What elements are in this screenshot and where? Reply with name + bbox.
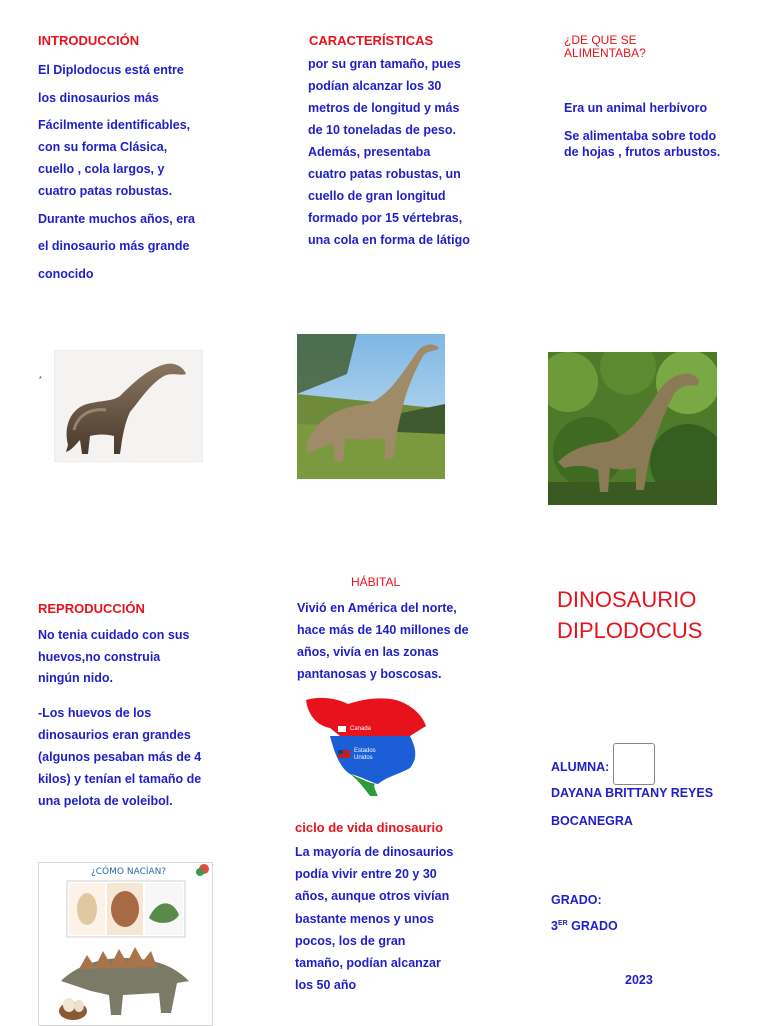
habitat-line: pantanosas y boscosas. [297,667,442,681]
diet-line: Se alimentaba sobre todo [564,129,717,143]
intro-line: con su forma Clásica, [38,140,168,154]
diet-text-2 [564,129,720,161]
features-line: cuello de gran longitud [308,189,446,203]
lifecycle-line: pocos, los de gran [295,933,406,948]
lifecycle-line: bastante menos y unos [295,911,434,926]
student-name-line-2: BOCANEGRA [551,814,633,828]
features-line: de 10 toneladas de peso. [308,123,456,137]
reproduction-line: (algunos pesaban más de 4 [38,750,202,764]
features-line: podían alcanzar los 30 [308,79,442,93]
cover-title-line: DIPLODOCUS [557,618,703,643]
reproduction-text-1 [38,628,238,693]
diplodocus-image-2 [297,334,445,479]
reproduction-line: huevos,no construia [38,649,161,664]
grade-word: GRADO [567,919,618,933]
reproduction-line: una pelota de voleibol. [38,794,173,808]
grade-number: 3 [551,919,558,933]
lifecycle-heading: ciclo de vida dinosaurio [295,820,444,835]
year: 2023 [625,973,653,987]
features-text [308,57,508,255]
features-line: metros de longitud y más [308,101,460,115]
diet-heading-line: ¿DE QUE SE [564,33,637,47]
features-line: una cola en forma de látigo [308,233,470,247]
habitat-line: hace más de 140 millones de [297,623,469,637]
intro-line: cuatro patas robustas. [38,184,173,198]
features-line: formado por 15 vértebras, [308,211,463,225]
reproduction-text-2 [38,706,238,816]
habitat-heading: HÁBITAL [351,575,401,589]
reproduction-line: -Los huevos de los [38,706,152,720]
map-label-usa-line: Estados [354,748,376,754]
habitat-text [297,601,497,689]
intro-line: conocido [38,266,94,281]
intro-line: El Diplodocus está entre [38,63,184,77]
intro-line: el dinosaurio más grande [38,239,190,253]
diet-line: de hojas , frutos arbustos. [564,145,721,159]
lifecycle-line: podía vivir entre 20 y 30 [295,867,437,882]
reproduction-line: No tenia cuidado con sus [38,628,190,642]
intro-line: los dinosaurios más [38,90,159,105]
diet-text-1: Era un animal herbívoro [564,101,708,115]
lifecycle-line: años, aunque otros vivían [295,889,450,904]
features-heading: CARACTERÍSTICAS [309,33,434,48]
lifecycle-line: tamaño, podían alcanzar [295,955,441,970]
cover-title [557,584,702,646]
intro-line: cuello , cola largos, y [38,162,165,176]
reproduction-line: ningún nido. [38,671,113,686]
map-label-canada: Canada [350,726,372,732]
habitat-line: Vivió en América del norte, [297,601,457,615]
intro-text [38,63,238,294]
egg-card-title: ¿CÓMO NACÍAN? [91,867,167,877]
lifecycle-line: los 50 año [295,978,357,993]
features-line: por su gran tamaño, pues [308,57,461,71]
reproduction-line: kilos) y tenían el tamaño de [38,772,202,786]
grade-label: GRADO: [551,893,602,907]
diet-heading-line: ALIMENTABA? [564,46,646,60]
map-label-usa [354,748,376,762]
student-label: ALUMNA: [551,760,610,774]
intro-line: Durante muchos años, era [38,211,195,226]
diplodocus-image-3 [548,352,717,505]
egg-card-image [38,862,213,1026]
habitat-line: años, vivía en las zonas [297,645,439,659]
diplodocus-image-1 [54,350,203,462]
grade-superscript: ER [557,919,568,927]
student-photo-box [613,743,655,785]
student-name-line-1: DAYANA BRITTANY REYES [551,786,714,800]
north-america-map [300,692,428,802]
lifecycle-line: La mayoría de dinosaurios [295,845,454,859]
grade-value [551,919,618,933]
intro-line: Fácilmente identificables, [38,118,191,132]
lifecycle-text [295,845,495,1000]
features-line: Además, presentaba [308,145,431,159]
reproduction-heading: REPRODUCCIÓN [38,601,145,616]
cover-title-line: DINOSAURIO [557,587,697,612]
diet-heading [564,34,646,60]
features-line: cuatro patas robustas, un [308,167,461,181]
map-label-usa-line: Unidos [354,755,373,761]
stray-mark: * [39,376,42,383]
intro-heading: INTRODUCCIÓN [38,33,140,48]
reproduction-line: dinosaurios eran grandes [38,728,191,742]
